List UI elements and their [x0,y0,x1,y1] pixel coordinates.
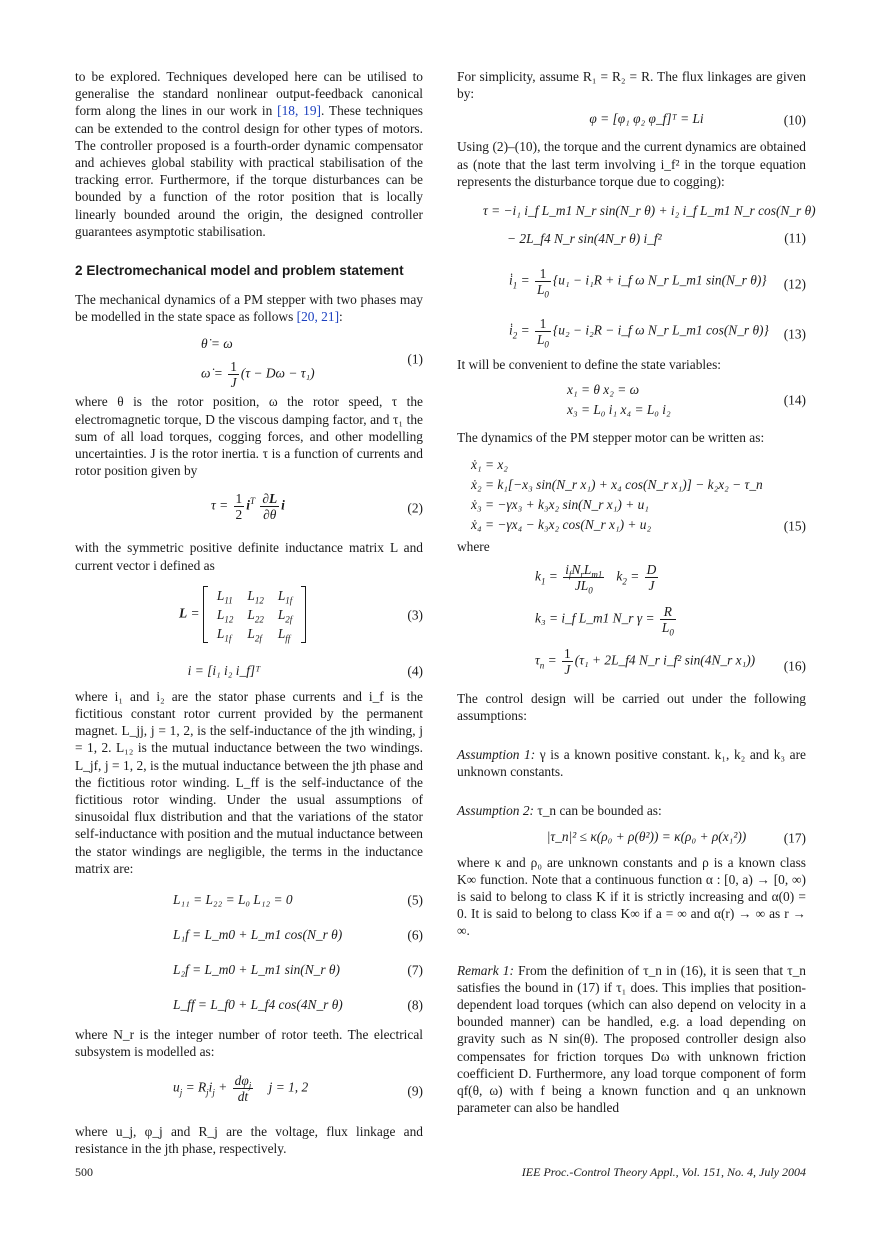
state-paragraph: It will be convenient to define the state variables: [457,357,722,373]
equation-14: x₁ = θ x₂ = ω x₃ = L₀ i₁ x₄ = L₀ i₂ (14) [567,382,806,418]
journal-citation: IEE Proc.-Control Theory Appl., Vol. 151, No. 4, July 2004 [521,1165,806,1179]
where-label: where [457,539,490,555]
equation-11: τ = −i₁ i_f L_m1 N_r sin(N_r θ) + i₂ i_f L_m1 N_r cos(N_r θ) − 2L_f4 N_r sin(4N_r θ) i_f² (11) [483,203,816,247]
assumption-2: Assumption 2: τ_n can be bounded as: [457,803,662,819]
equation-9: $u_j = R_ji_j$ + $\frac{d\varphi_j}{dt}$ j = 1, 2 (9) [173,1072,423,1104]
equation-6: L₁f = L_m0 + L_m1 cos(N_r θ) (6) [173,927,423,943]
stator-paragraph: where i₁ and i₂ are the stator phase currents and i_f is the fictitious constant rotor current provided by the permanent magnet. L_jj, j = 1, 2, is the self-inductance of the jth winding, j = 1, 2. L₁₂ is the mutual inductance between the two windings. L_jf, j = 1, 2, is the mutual inductance between the jth phase and the fictitious rotor winding. L_ff is the self-inductance of the fictitious rotor winding. Under the usual assumptions of sinusoidal flux distribution and that the variations of the stator self-inductance with position and the mutual inductance between the stator windings are negligible, the terms in the inductance matrix are: [75,688,423,876]
equation-8: L_ff = L_f0 + L_f4 cos(4N_r θ) (8) [173,997,423,1013]
nr-paragraph: where N_r is the integer number of rotor teeth. The electrical subsystem is modelled as: [75,1027,423,1060]
section-heading: 2 Electromechanical model and problem statement [75,263,404,279]
where-theta-paragraph: where θ is the rotor position, ω the rotor speed, τ the electromagnetic torque, D the viscous damping factor, and τ₁ the sum of all load torques, cogging forces, and other modelling uncertainties. J is the rotor inertia. τ is a function of currents and rotor position given by [75,394,423,479]
control-paragraph: The control design will be carried out under the following assumptions: [457,690,806,723]
assumption-1: Assumption 1: γ is a known positive constant. k₁, k₂ and k₃ are unknown constants. [457,747,806,780]
equation-7: L₂f = L_m0 + L_m1 sin(N_r θ) (7) [173,962,423,978]
equation-17: |τ_n|² ≤ κ(ρ₀ + ρ(θ²)) = κ(ρ₀ + ρ(x₁²)) (17) [546,828,806,846]
equation-13: $i̇_2$ = $\frac{1}{L_0}$ {u₂ − i₂R − i_f ω N_r L_m1 cos(N_r θ)} (13) [509,316,806,350]
using-paragraph: Using (2)–(10), the torque and the current dynamics are obtained as (note that the last term involving i_f² in the torque equation represents the disturbance torque due to cogging): [457,139,806,189]
inductance-paragraph: with the symmetric positive definite inductance matrix L and current vector i defined as [75,540,423,573]
phase-paragraph: where u_j, φ_j and R_j are the voltage, flux linkage and resistance in the jth phase, respectively. [75,1123,423,1156]
equation-3: L = $L_{11}$ $L_{12}$ $L_{1f}$ $L_{12}$ $L_{22}$ $L_{2f}$ $L_{1f}$ $L_{2f}$ $L_{ff}$ (3) [179,587,423,644]
right-column [457,68,816,1116]
equation-12: $i̇_1$ = $\frac{1}{L_0}$ {u₁ − i₁R + i_f ω N_r L_m1 sin(N_r θ)} (12) [509,266,806,300]
simplicity-paragraph: For simplicity, assume R₁ = R₂ = R. The flux linkages are given by: [457,69,806,102]
equation-16: $k_1$ = $\frac{i_fN_rL_{m1}}{JL_0}$ $k_2$ = $\frac{D}{J}$ k₃ = i_f L_m1 N_r γ = $\frac{R}{L_0}$ $\tau_n$ = $\frac{1}{J}$ (τ₁ + 2L_f4 N_r i_f² sin(4N_r x₁)) (16) [535,561,806,677]
remark-1: Remark 1: From the definition of τ_n in (16), it is seen that τ_n satisfies the bound in (17) if τ₁ does. This implies that position-dependent load torques (which can also depend on velocity in a bounded manner) can be handled, e.g. a load depending on gravity such as N sin(θ). The proposed controller design also compensates for friction torques Dω with unknown friction coefficient D. Furthermore, any load torque component of form qf(θ, ω) with f being a known function and q an unknown parameter can also be handled [457,962,806,1116]
kappa-paragraph: where κ and ρ₀ are unknown constants and ρ is a known class K∞ function. Note that a continuous function α : [0, a) → [0, ∞) is said to belong to class K if it is strictly increasing and α(0) = 0. It is said to belong to class K∞ if a = ∞ and α(r) → ∞ as r → ∞. [457,854,806,939]
dynamics-paragraph: The dynamics of the PM stepper motor can be written as: [457,430,765,446]
equation-1: θ̇ = ω ω̇ = $\frac{1}{J}$ (τ − Dω − τ₁) (1) [201,336,423,390]
equation-2: τ = $\frac{1}{2}$ $i^T$ $\frac{\partial L}{\partial\theta}$ i (2) [211,491,423,523]
equation-5: L₁₁ = L₂₂ = L₀ L₁₂ = 0 (5) [173,892,423,908]
citation-link[interactable]: [18, 19] [277,103,322,119]
equation-4: i = [i₁ i₂ i_f]ᵀ (4) [187,662,423,679]
equation-10: φ = [φ₁ φ₂ φ_f]ᵀ = Li (10) [589,111,806,128]
equation-15: ẋ₁ = x₂ ẋ₂ = k₁[−x₃ sin(N_r x₁) + x₄ cos(N_r x₁)] − k₂x₂ − τ_n ẋ₃ = −γx₃ + k₃x₂ sin(N_r x₁) + u₁ ẋ₄ = −γx₄ − k₃x₂ cos(N_r x₁) + u₂ (15) [471,457,806,534]
citation-link[interactable]: [20, 21] [296,309,340,325]
mech-intro-paragraph: The mechanical dynamics of a PM stepper with two phases may be modelled in the state space as follows [20, 21]: [75,292,423,325]
page-number: 500 [75,1165,93,1179]
left-column [75,68,423,1157]
intro-paragraph: to be explored. Techniques developed here can be utilised to generalise the standard nonlinear output-feedback canonical form along the lines in our work in [18, 19]. These techniques can be extended to the control design for other types of motors. The controller proposed is a fourth-order dynamic compensator and achieves global stability with practical stabilisation of the tracking error. Furthermore, if the torque disturbances can be bounded by a function of the rotor position that is locally linearly bounded around the origin, the designed controller guarantees asymptotic stabilisation. [75,69,423,239]
